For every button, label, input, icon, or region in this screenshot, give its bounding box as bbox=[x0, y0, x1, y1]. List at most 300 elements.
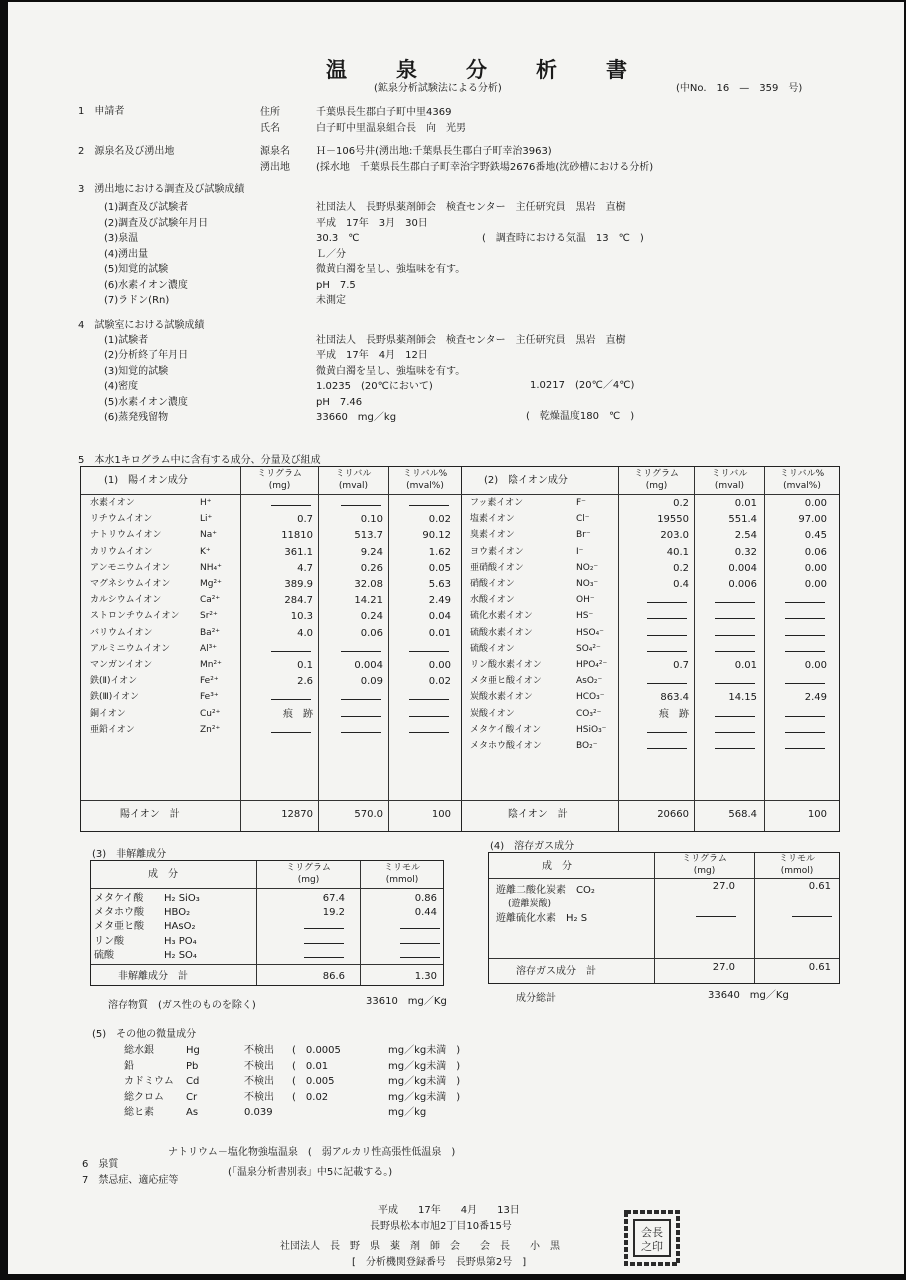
anion-row-p: 0.00 bbox=[804, 562, 827, 574]
anion-col-mval-unit: (mval) bbox=[714, 481, 745, 491]
cation-row-formula: Fe³⁺ bbox=[200, 692, 219, 703]
gas-col-mg: ミリグラム bbox=[682, 854, 727, 864]
anion-row-name: 炭酸水素イオン bbox=[470, 692, 533, 703]
cation-row-mg: 284.7 bbox=[284, 595, 313, 607]
s3-item-value: 未測定 bbox=[316, 295, 346, 306]
trace-row-formula: Pb bbox=[186, 1060, 199, 1072]
nonion-row-formula: HBO₂ bbox=[164, 907, 191, 919]
cation-row-formula: Ba²⁺ bbox=[200, 627, 221, 638]
s3-item-label: (4)湧出量 bbox=[104, 248, 149, 260]
cation-row-formula: Ca²⁺ bbox=[200, 595, 221, 606]
anion-row-formula: Br⁻ bbox=[576, 530, 591, 541]
nonion-row-mmol: 0.86 bbox=[414, 893, 437, 904]
anion-row-p-blank bbox=[785, 716, 825, 717]
address-label: 住所 bbox=[260, 107, 280, 118]
anion-row-p: 2.49 bbox=[804, 692, 827, 704]
s3-item-value: Ｌ／分 bbox=[316, 248, 346, 260]
anion-row-mg: 0.2 bbox=[673, 498, 689, 509]
cation-row-mg-blank bbox=[271, 505, 311, 506]
nonion-row-mmol: 0.44 bbox=[414, 907, 437, 919]
anion-row-mv-blank bbox=[715, 602, 755, 603]
s4-item-label: (2)分析終了年月日 bbox=[104, 350, 189, 362]
cation-row-formula: H⁺ bbox=[200, 498, 212, 508]
nonion-row-name: メタホウ酸 bbox=[94, 907, 144, 919]
cation-row-p: 0.02 bbox=[428, 514, 451, 526]
cation-row-formula: Na⁺ bbox=[200, 530, 217, 541]
cation-row-mv-blank bbox=[341, 699, 381, 700]
trace-row-name: 総水銀 bbox=[124, 1045, 154, 1056]
source-label: 源泉名 bbox=[260, 146, 290, 157]
cation-row-name: 鉄(Ⅱ)イオン bbox=[90, 676, 138, 687]
issue-date: 平成 17年 4月 13日 bbox=[378, 1205, 520, 1216]
cation-col-mval-unit: (mval) bbox=[338, 481, 369, 491]
cation-col-mg: ミリグラム bbox=[257, 469, 302, 479]
dissolved-label: 溶存物質 (ガス性のものを除く) bbox=[108, 1000, 256, 1011]
s4-item-value: 33660 mg／kg bbox=[316, 412, 397, 423]
total-components-label: 成分総計 bbox=[516, 993, 556, 1004]
drying-temperature-note: ( 乾燥温度180 ℃ ) bbox=[526, 411, 635, 422]
density-relative: 1.0217 (20℃／4℃) bbox=[530, 380, 635, 391]
anion-row-mg: 19550 bbox=[657, 514, 689, 526]
anion-row-p-blank bbox=[785, 683, 825, 684]
anion-row-formula: OH⁻ bbox=[576, 595, 595, 606]
anion-row-name: 硫化水素イオン bbox=[470, 611, 533, 622]
registration-number: [ 分析機関登録番号 長野県第2号 ] bbox=[352, 1257, 527, 1268]
trace-row-name: カドミウム bbox=[124, 1076, 174, 1088]
spring-quality: ナトリウム－塩化物強塩温泉 ( 弱アルカリ性高張性低温泉 ) bbox=[168, 1147, 456, 1158]
gas-total-mg: 27.0 bbox=[712, 962, 735, 973]
anion-row-mg: 203.0 bbox=[660, 530, 689, 542]
anion-total-mg: 20660 bbox=[657, 809, 689, 820]
cation-row-name: アルミニウムイオン bbox=[90, 643, 171, 654]
trace-header: (5) その他の微量成分 bbox=[92, 1029, 197, 1040]
s4-item-label: (4)密度 bbox=[104, 381, 139, 393]
gas-row-2-mg-blank bbox=[696, 916, 736, 917]
s4-item-value: 平成 17年 4月 12日 bbox=[316, 350, 428, 362]
cation-row-name: マグネシウムイオン bbox=[90, 579, 171, 589]
anion-row-mv-blank bbox=[715, 618, 755, 619]
cation-row-name: ナトリウムイオン bbox=[90, 530, 162, 541]
anion-row-mg: 痕 跡 bbox=[659, 708, 689, 720]
anion-row-name: フッ素イオン bbox=[470, 498, 524, 508]
applicant-name: 白子町中里温泉組合長 向 光男 bbox=[316, 123, 466, 134]
cation-row-mg-blank bbox=[271, 651, 311, 652]
anion-row-formula: I⁻ bbox=[576, 546, 584, 557]
trace-row-status: 不検出 bbox=[244, 1091, 274, 1103]
cation-row-name: アンモニウムイオン bbox=[90, 562, 171, 573]
s3-item-value: 30.3 ℃ bbox=[316, 233, 360, 244]
cation-total-mval: 570.0 bbox=[354, 809, 383, 820]
cation-row-formula: Al³⁺ bbox=[200, 643, 218, 654]
anion-total-pct: 100 bbox=[807, 809, 827, 820]
gas-row-1-mg: 27.0 bbox=[712, 881, 735, 892]
anion-row-p-blank bbox=[785, 602, 825, 603]
anion-row-mv-blank bbox=[715, 651, 755, 652]
nonion-row-name: メタケイ酸 bbox=[94, 893, 144, 904]
nonion-row-formula: H₂ SO₄ bbox=[164, 949, 197, 961]
s4-item-label: (5)水素イオン濃度 bbox=[104, 396, 188, 408]
anion-row-formula: Cl⁻ bbox=[576, 514, 590, 525]
applicant-address: 千葉県長生郡白子町中里4369 bbox=[316, 107, 452, 118]
trace-row-value: ( 0.005 bbox=[292, 1076, 335, 1088]
anion-row-mg-blank bbox=[647, 748, 687, 749]
trace-row-formula: As bbox=[186, 1107, 199, 1119]
cation-row-mg: 0.1 bbox=[297, 660, 313, 671]
cation-row-p-blank bbox=[409, 651, 449, 652]
s4-item-label: (1)試験者 bbox=[104, 335, 149, 346]
anion-total-label: 陰イオン 計 bbox=[508, 809, 568, 820]
cation-col-mg-unit: (mg) bbox=[268, 481, 291, 491]
cation-row-formula: Mn²⁺ bbox=[200, 660, 222, 670]
cation-row-mv: 9.24 bbox=[360, 546, 383, 558]
trace-row-value: ( 0.02 bbox=[292, 1091, 329, 1103]
cation-row-name: リチウムイオン bbox=[90, 514, 153, 525]
anion-row-mg: 0.7 bbox=[673, 660, 689, 671]
s3-item-label: (2)調査及び試験年月日 bbox=[104, 217, 209, 229]
anion-total-mval: 568.4 bbox=[728, 809, 757, 820]
section-6-label: 6 泉質 bbox=[82, 1159, 119, 1170]
anion-row-mg: 0.4 bbox=[673, 579, 689, 590]
contraindications-note: (「温泉分析書別表」中5に記載する。) bbox=[228, 1167, 393, 1178]
s3-item-label: (3)泉温 bbox=[104, 233, 139, 244]
anion-row-formula: F⁻ bbox=[576, 498, 586, 508]
cation-row-name: ストロンチウムイオン bbox=[90, 611, 180, 622]
cation-row-formula: Mg²⁺ bbox=[200, 579, 222, 589]
anion-row-p-blank bbox=[785, 748, 825, 749]
cation-row-mg: 389.9 bbox=[284, 579, 313, 590]
cation-total-pct: 100 bbox=[431, 809, 451, 820]
anion-row-p-blank bbox=[785, 618, 825, 619]
nonion-row-mg-blank bbox=[304, 957, 344, 958]
cation-row-p: 0.05 bbox=[428, 562, 451, 574]
svg-text:之印: 之印 bbox=[641, 1240, 663, 1253]
s4-item-value: 社団法人 長野県薬剤師会 検査センター 主任研究員 黒岩 直樹 bbox=[316, 335, 626, 346]
s3-item-value: 平成 17年 3月 30日 bbox=[316, 217, 428, 229]
cation-row-formula: Fe²⁺ bbox=[200, 676, 219, 687]
cation-row-p: 0.02 bbox=[428, 676, 451, 688]
anion-row-formula: HSiO₃⁻ bbox=[576, 724, 607, 735]
anion-row-formula: AsO₂⁻ bbox=[576, 676, 603, 687]
nonion-row-formula: HAsO₂ bbox=[164, 921, 196, 933]
trace-row-name: 総ヒ素 bbox=[124, 1107, 154, 1119]
document-number: (中No. 16 — 359 号) bbox=[676, 83, 803, 94]
anion-row-name: メタケイ酸イオン bbox=[470, 724, 542, 735]
anion-row-p-blank bbox=[785, 651, 825, 652]
anion-col-mg: ミリグラム bbox=[634, 469, 679, 479]
anion-row-formula: HPO₄²⁻ bbox=[576, 660, 608, 670]
gas-col-mmol-unit: (mmol) bbox=[780, 866, 814, 876]
cation-row-p: 0.04 bbox=[428, 611, 451, 623]
trace-row-name: 総クロム bbox=[124, 1091, 164, 1103]
cation-col-pct: ミリバル% bbox=[402, 469, 448, 479]
gas-col-component: 成 分 bbox=[542, 861, 572, 872]
anion-row-name: 亜硝酸イオン bbox=[470, 562, 524, 573]
section-1-label: 1 申請者 bbox=[78, 106, 125, 117]
anion-row-mv: 2.54 bbox=[734, 530, 757, 542]
cation-row-mg: 4.0 bbox=[297, 627, 313, 639]
location-value: (採水地 千葉県長生郡白子町幸治字野鉄場2676番地(沈砂槽における分析) bbox=[316, 162, 654, 173]
anion-row-mv-blank bbox=[715, 683, 755, 684]
nonion-total-mg: 86.6 bbox=[322, 971, 345, 982]
cation-row-name: 銅イオン bbox=[90, 708, 126, 719]
cation-row-mv: 0.24 bbox=[360, 611, 383, 623]
s3-item-label: (5)知覚的試験 bbox=[104, 264, 169, 275]
gas-row-2-mmol-blank bbox=[792, 916, 832, 917]
s4-item-value: pH 7.46 bbox=[316, 396, 363, 408]
s3-item-value: 微黄白濁を呈し、強塩味を有す。 bbox=[316, 264, 466, 275]
anion-col-pct-unit: (mval%) bbox=[783, 481, 821, 491]
anion-row-mg: 863.4 bbox=[660, 692, 689, 704]
cation-col-pct-unit: (mval%) bbox=[406, 481, 444, 491]
nonion-col-mmol: ミリモル bbox=[383, 863, 420, 873]
trace-row-name: 鉛 bbox=[124, 1060, 134, 1072]
cation-row-mv: 0.004 bbox=[354, 660, 383, 671]
anion-row-formula: SO₄²⁻ bbox=[576, 643, 601, 654]
gas-col-mmol: ミリモル bbox=[778, 854, 815, 864]
nonion-col-mg: ミリグラム bbox=[286, 863, 331, 873]
cation-row-mg-blank bbox=[271, 699, 311, 700]
trace-row-status: 不検出 bbox=[244, 1045, 274, 1056]
cation-row-p-blank bbox=[409, 505, 449, 506]
trace-row-formula: Cd bbox=[186, 1076, 200, 1088]
s4-item-label: (3)知覚的試験 bbox=[104, 365, 169, 377]
trace-row-unit: mg／kg未満 ) bbox=[388, 1060, 461, 1072]
anion-row-mv: 551.4 bbox=[728, 514, 757, 526]
trace-row-unit: mg／kg未満 ) bbox=[388, 1091, 461, 1103]
s3-item-label: (1)調査及び試験者 bbox=[104, 202, 189, 213]
anion-row-mv-blank bbox=[715, 732, 755, 733]
nonion-row-mg: 19.2 bbox=[322, 907, 345, 919]
cation-total-label: 陽イオン 計 bbox=[120, 809, 180, 820]
cation-row-mv-blank bbox=[341, 505, 381, 506]
anion-row-mv-blank bbox=[715, 716, 755, 717]
trace-row-status: 不検出 bbox=[244, 1076, 274, 1088]
s3-item-label: (7)ラドン(Rn) bbox=[104, 295, 170, 306]
cation-header: (1) 陽イオン成分 bbox=[104, 475, 188, 486]
anion-row-p: 0.00 bbox=[804, 498, 827, 509]
gas-row-1-subname: (遊離炭酸) bbox=[508, 899, 552, 909]
nonion-row-mg: 67.4 bbox=[322, 893, 345, 904]
s3-item-value: pH 7.5 bbox=[316, 279, 356, 291]
nonion-row-formula: H₃ PO₄ bbox=[164, 935, 197, 947]
s4-item-label: (6)蒸発残留物 bbox=[104, 412, 169, 423]
anion-row-formula: HSO₄⁻ bbox=[576, 627, 604, 638]
anion-row-mg-blank bbox=[647, 732, 687, 733]
cation-row-name: マンガンイオン bbox=[90, 660, 153, 670]
anion-row-name: ヨウ素イオン bbox=[470, 546, 524, 557]
cation-row-name: 鉄(Ⅲ)イオン bbox=[90, 692, 139, 703]
issuer-address: 長野県松本市旭2丁目10番15号 bbox=[370, 1221, 512, 1232]
cation-row-mv: 0.09 bbox=[360, 676, 383, 688]
nonion-row-mmol-blank bbox=[400, 943, 440, 944]
cation-row-formula: Sr²⁺ bbox=[200, 611, 218, 622]
dissolved-value: 33610 mg／Kg bbox=[366, 996, 447, 1007]
cation-row-mv: 14.21 bbox=[354, 595, 383, 607]
gas-total-label: 溶存ガス成分 計 bbox=[516, 966, 596, 977]
cation-row-mv: 0.10 bbox=[360, 514, 383, 526]
issuer-organization: 社団法人 長 野 県 薬 剤 師 会 会 長 小 黒 bbox=[280, 1241, 560, 1252]
anion-row-p: 0.00 bbox=[804, 660, 827, 671]
section-4-label: 4 試験室における試験成績 bbox=[78, 320, 205, 331]
cation-row-mv: 32.08 bbox=[354, 579, 383, 590]
trace-row-unit: mg／kg bbox=[388, 1107, 427, 1119]
gas-total-mmol: 0.61 bbox=[808, 962, 831, 973]
anion-row-name: 硫酸イオン bbox=[470, 643, 515, 654]
anion-row-name: メタホウ酸イオン bbox=[470, 741, 542, 751]
nonion-row-name: リン酸 bbox=[94, 935, 124, 947]
location-label: 湧出地 bbox=[260, 162, 290, 173]
anion-row-name: 硫酸水素イオン bbox=[470, 627, 533, 638]
official-seal-icon bbox=[620, 1206, 684, 1270]
nonion-col-mmol-unit: (mmol) bbox=[385, 875, 419, 885]
subtitle: (鉱泉分析試験法による分析) bbox=[374, 83, 502, 94]
anion-row-p: 0.06 bbox=[804, 546, 827, 558]
anion-row-formula: HS⁻ bbox=[576, 611, 594, 622]
section-3-label: 3 湧出地における調査及び試験成績 bbox=[78, 184, 245, 195]
page-title: 温 泉 分 析 書 bbox=[326, 58, 641, 82]
anion-row-p: 97.00 bbox=[798, 514, 827, 526]
anion-row-formula: NO₂⁻ bbox=[576, 562, 599, 573]
anion-row-mg-blank bbox=[647, 683, 687, 684]
anion-row-name: 硝酸イオン bbox=[470, 579, 515, 589]
source-name: Ｈ－106号井(湧出地:千葉県長生郡白子町幸治3963) bbox=[316, 146, 552, 157]
nonion-row-mg-blank bbox=[304, 928, 344, 929]
anion-col-mg-unit: (mg) bbox=[645, 481, 668, 491]
trace-row-value: 0.039 bbox=[244, 1107, 273, 1119]
cation-row-p-blank bbox=[409, 716, 449, 717]
trace-row-unit: mg／kg未満 ) bbox=[388, 1045, 461, 1056]
gas-row-1-mmol: 0.61 bbox=[808, 881, 831, 892]
cation-row-mv: 0.26 bbox=[360, 562, 383, 574]
total-components-value: 33640 mg／Kg bbox=[708, 990, 789, 1001]
anion-row-mg-blank bbox=[647, 618, 687, 619]
trace-row-unit: mg／kg未満 ) bbox=[388, 1076, 461, 1088]
anion-row-mv: 0.006 bbox=[728, 579, 757, 590]
cation-row-p-blank bbox=[409, 732, 449, 733]
anion-row-p-blank bbox=[785, 732, 825, 733]
anion-row-formula: CO₃²⁻ bbox=[576, 708, 602, 719]
gas-header: (4) 溶存ガス成分 bbox=[490, 841, 575, 852]
s4-item-value: 1.0235 (20℃において) bbox=[316, 381, 433, 393]
nonion-total-label: 非解離成分 計 bbox=[118, 971, 188, 982]
cation-row-formula: Cu²⁺ bbox=[200, 708, 221, 719]
nonion-header: (3) 非解離成分 bbox=[92, 849, 167, 860]
section-2-label: 2 源泉名及び湧出地 bbox=[78, 146, 175, 157]
cation-row-name: バリウムイオン bbox=[90, 627, 153, 638]
anion-row-name: メタ亜ヒ酸イオン bbox=[470, 676, 542, 687]
gas-row-2-name: 遊離硫化水素 H₂ S bbox=[496, 913, 588, 924]
cation-row-formula: K⁺ bbox=[200, 546, 211, 557]
anion-header: (2) 陰イオン成分 bbox=[484, 475, 568, 486]
anion-row-mg-blank bbox=[647, 651, 687, 652]
trace-row-formula: Hg bbox=[186, 1045, 200, 1056]
cation-row-mv-blank bbox=[341, 732, 381, 733]
cation-row-formula: Zn²⁺ bbox=[200, 724, 221, 735]
anion-row-mv: 0.01 bbox=[734, 660, 757, 671]
nonion-row-name: メタ亜ヒ酸 bbox=[94, 921, 144, 933]
anion-col-pct: ミリバル% bbox=[779, 469, 825, 479]
cation-row-name: カルシウムイオン bbox=[90, 595, 162, 606]
cation-row-name: 亜鉛イオン bbox=[90, 724, 135, 735]
cation-row-p: 0.00 bbox=[428, 660, 451, 671]
anion-row-formula: BO₂⁻ bbox=[576, 741, 598, 751]
anion-row-p: 0.00 bbox=[804, 579, 827, 590]
gas-row-1-name: 遊離二酸化炭素 CO₂ bbox=[496, 885, 595, 896]
cation-row-p: 1.62 bbox=[428, 546, 451, 558]
cation-row-mg: 4.7 bbox=[297, 562, 313, 574]
anion-row-name: リン酸水素イオン bbox=[470, 660, 542, 670]
anion-row-mv-blank bbox=[715, 635, 755, 636]
trace-row-status: 不検出 bbox=[244, 1060, 274, 1072]
anion-col-mval: ミリバル bbox=[711, 469, 748, 479]
section-7-label: 7 禁忌症、適応症等 bbox=[82, 1175, 179, 1186]
cation-row-p: 2.49 bbox=[428, 595, 451, 607]
svg-text:会長: 会長 bbox=[641, 1226, 663, 1239]
nonion-row-name: 硫酸 bbox=[94, 949, 114, 961]
anion-row-name: 臭素イオン bbox=[470, 530, 515, 541]
cation-total-mg: 12870 bbox=[281, 809, 313, 820]
cation-row-mg: 0.7 bbox=[297, 514, 313, 526]
anion-row-name: 水酸イオン bbox=[470, 595, 515, 606]
anion-row-mv: 14.15 bbox=[728, 692, 757, 704]
anion-row-p-blank bbox=[785, 635, 825, 636]
anion-row-name: 炭酸イオン bbox=[470, 708, 515, 719]
cation-row-mv-blank bbox=[341, 651, 381, 652]
trace-row-value: ( 0.0005 bbox=[292, 1045, 341, 1056]
name-label: 氏名 bbox=[260, 123, 280, 134]
anion-row-mv-blank bbox=[715, 748, 755, 749]
cation-row-formula: Li⁺ bbox=[200, 514, 213, 525]
cation-row-p: 5.63 bbox=[428, 579, 451, 590]
cation-col-mval: ミリバル bbox=[335, 469, 372, 479]
anion-row-p: 0.45 bbox=[804, 530, 827, 542]
anion-row-formula: NO₃⁻ bbox=[576, 579, 599, 589]
cation-row-mv-blank bbox=[341, 716, 381, 717]
cation-row-mv: 0.06 bbox=[360, 627, 383, 639]
anion-row-mv: 0.32 bbox=[734, 546, 757, 558]
anion-row-mg: 0.2 bbox=[673, 562, 689, 574]
s3-item-label: (6)水素イオン濃度 bbox=[104, 279, 188, 291]
nonion-row-formula: H₂ SiO₃ bbox=[164, 893, 200, 904]
nonion-row-mmol-blank bbox=[400, 957, 440, 958]
cation-row-mg: 10.3 bbox=[290, 611, 313, 623]
trace-row-formula: Cr bbox=[186, 1091, 198, 1103]
cation-row-mg: 11810 bbox=[281, 530, 313, 542]
cation-row-mg: 痕 跡 bbox=[283, 708, 313, 720]
anion-row-formula: HCO₃⁻ bbox=[576, 692, 605, 703]
anion-row-mg-blank bbox=[647, 635, 687, 636]
cation-row-formula: NH₄⁺ bbox=[200, 562, 222, 573]
cation-row-p: 0.01 bbox=[428, 627, 451, 639]
anion-row-name: 塩素イオン bbox=[470, 514, 515, 525]
anion-row-mg-blank bbox=[647, 602, 687, 603]
anion-row-mv: 0.01 bbox=[734, 498, 757, 509]
cation-row-mg-blank bbox=[271, 732, 311, 733]
air-temperature-note: ( 調査時における気温 13 ℃ ) bbox=[482, 233, 644, 244]
gas-col-mg-unit: (mg) bbox=[693, 866, 716, 876]
section-5-label: 5 本水1キログラム中に含有する成分、分量及び組成 bbox=[78, 455, 321, 466]
nonion-total-mmol: 1.30 bbox=[414, 971, 437, 982]
cation-row-mv: 513.7 bbox=[354, 530, 383, 542]
cation-row-name: 水素イオン bbox=[90, 498, 135, 508]
cation-row-p-blank bbox=[409, 699, 449, 700]
anion-row-mv: 0.004 bbox=[728, 562, 757, 574]
nonion-row-mg-blank bbox=[304, 943, 344, 944]
trace-row-value: ( 0.01 bbox=[292, 1060, 329, 1072]
analysis-document bbox=[8, 2, 904, 1274]
cation-row-name: カリウムイオン bbox=[90, 546, 153, 557]
nonion-col-mg-unit: (mg) bbox=[297, 875, 320, 885]
